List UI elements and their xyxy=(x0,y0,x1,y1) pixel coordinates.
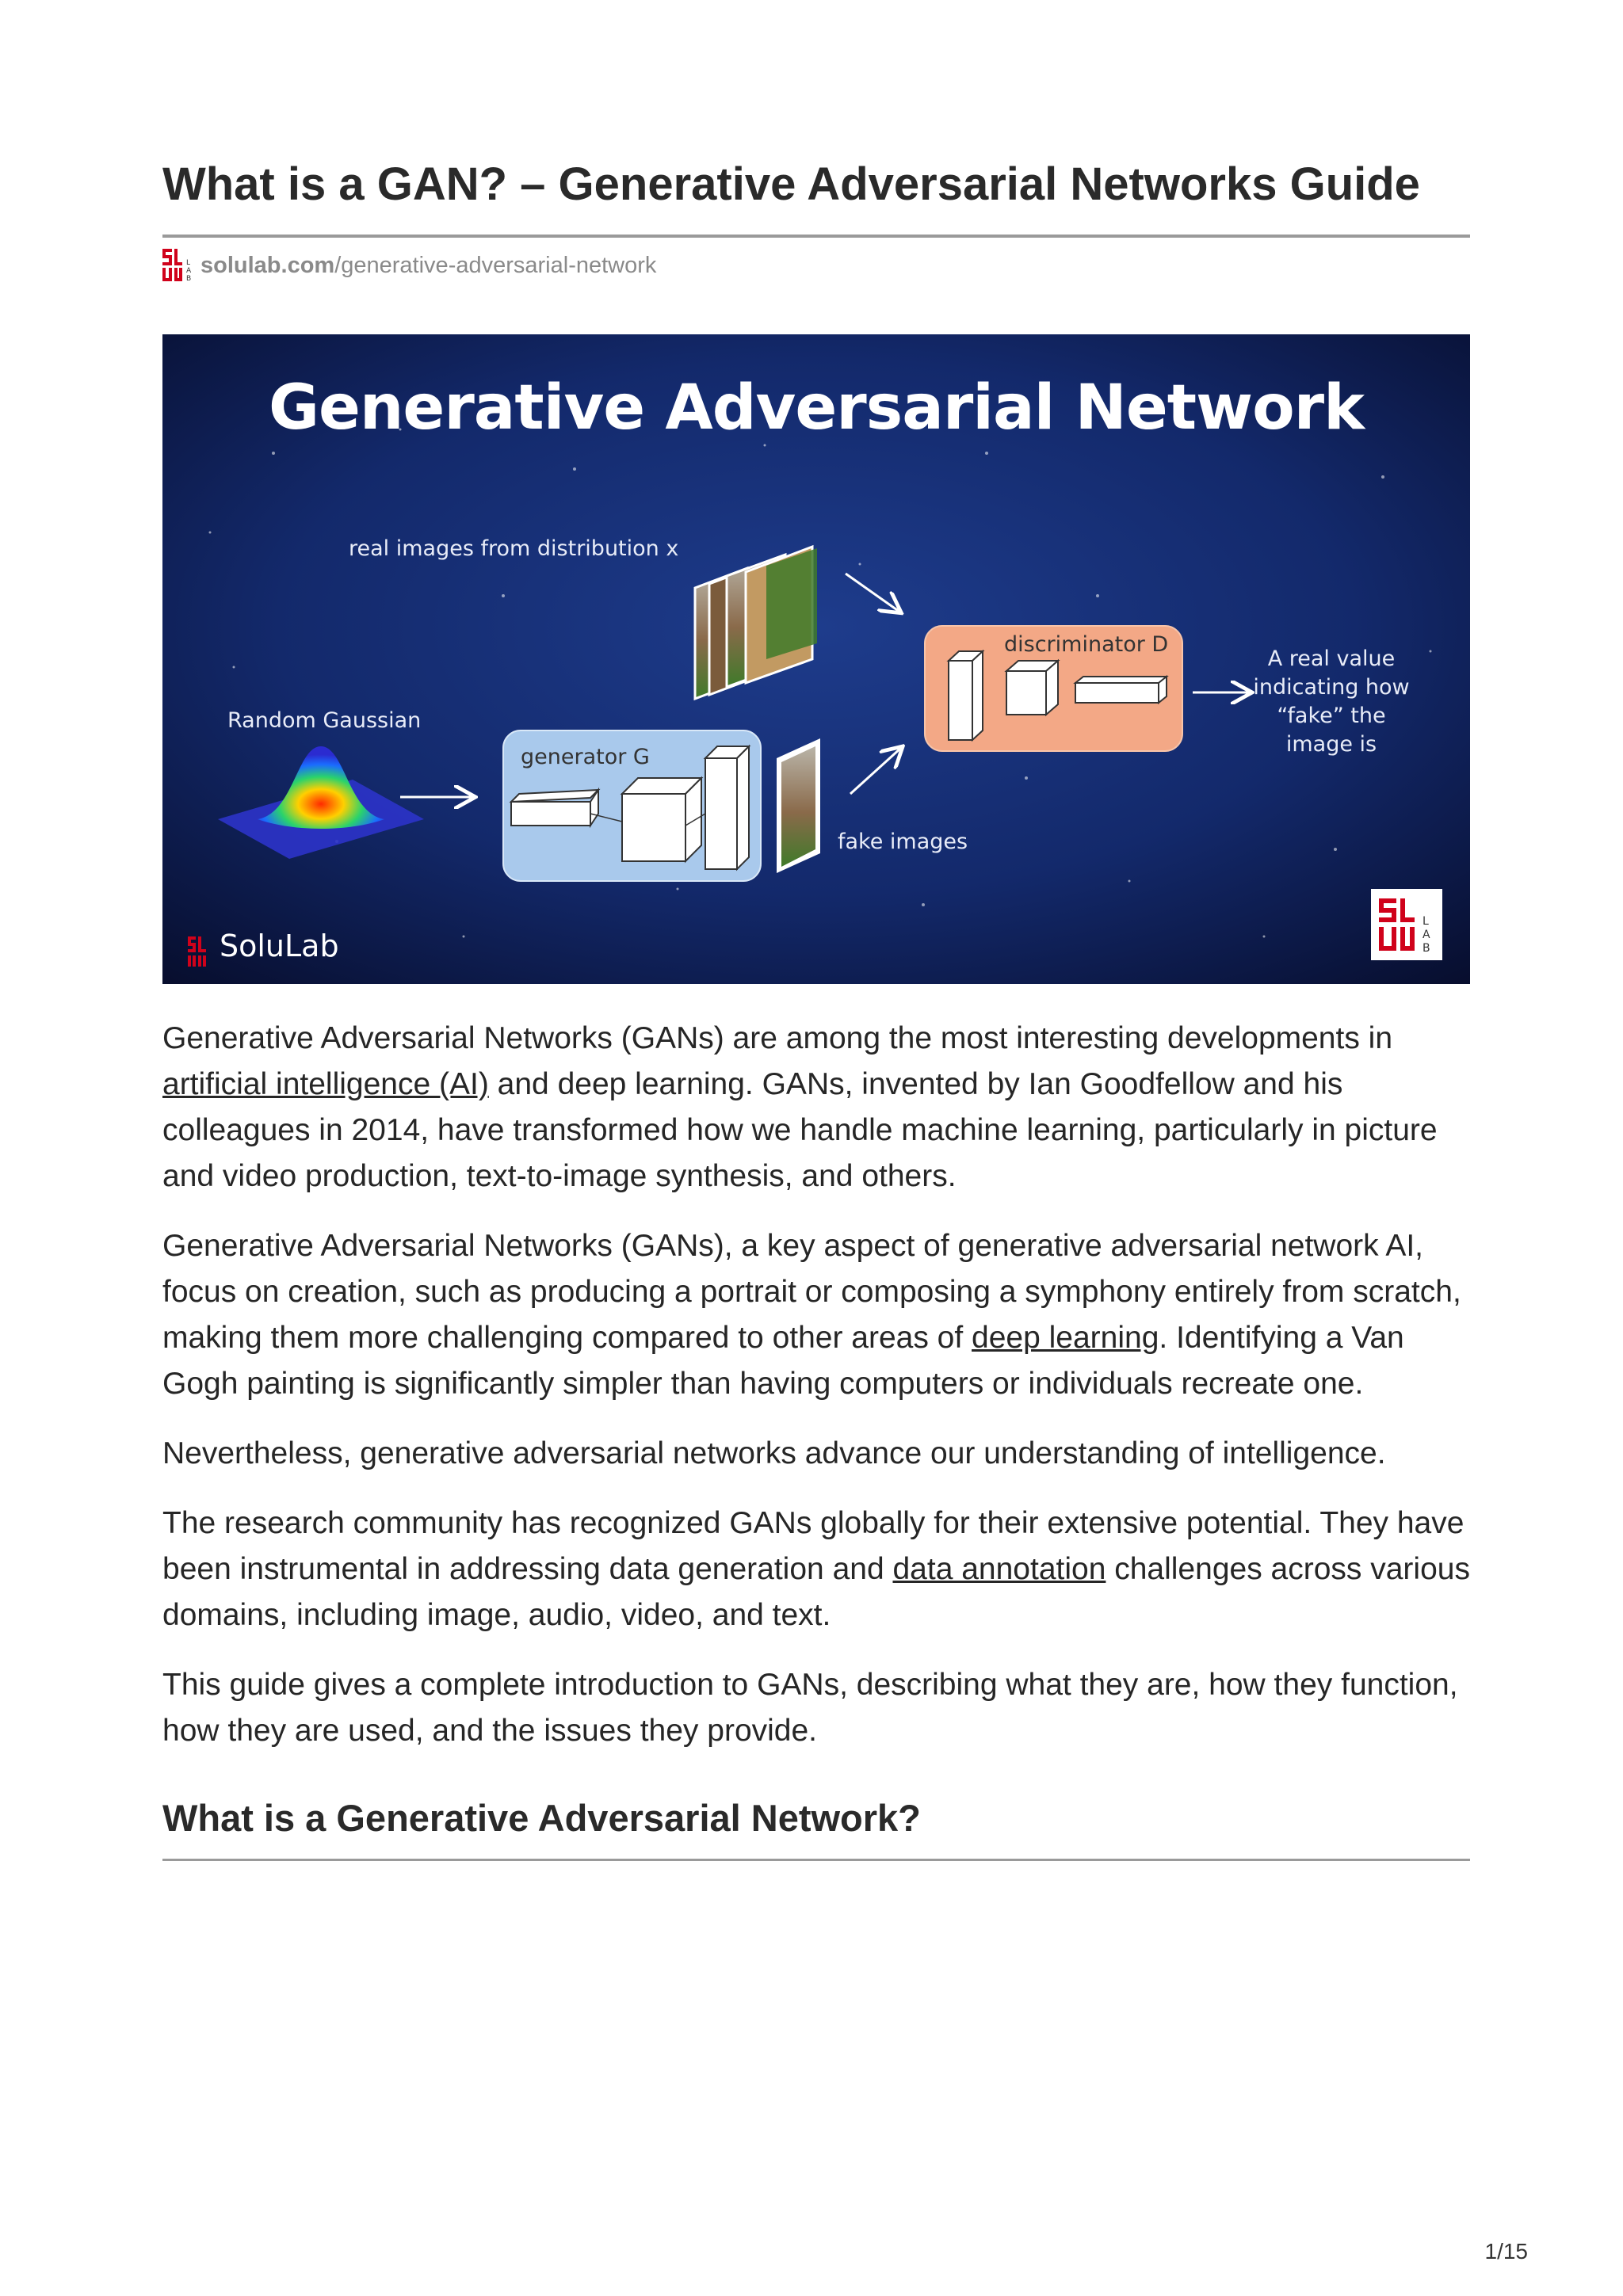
source-domain-link[interactable]: solulab.com xyxy=(200,252,335,278)
svg-text:L: L xyxy=(186,259,191,267)
generator-label: generator G xyxy=(521,745,650,769)
article-body xyxy=(162,1016,1470,1754)
page-number: 1/15 xyxy=(1484,2239,1528,2264)
solulab-brand-text: SoluLab xyxy=(220,929,339,963)
solulab-logo-icon xyxy=(162,249,193,282)
random-gaussian-label: Random Gaussian xyxy=(227,708,422,733)
fake-images-label: fake images xyxy=(838,830,968,854)
section-heading: What is a Generative Adversarial Network? xyxy=(162,1792,1470,1861)
article xyxy=(162,155,1470,1861)
page-title: What is a GAN? – Generative Adversarial Networks Guide xyxy=(162,155,1470,238)
paragraph: Nevertheless, generative adversarial networks advance our understanding of intelligence. xyxy=(162,1436,1386,1470)
svg-text:B: B xyxy=(186,275,192,282)
data-annotation-link[interactable]: data annotation xyxy=(892,1552,1106,1586)
gan-diagram-image xyxy=(162,334,1470,984)
paragraph: Generative Adversarial Networks (GANs) are among the most interesting developments in artificial intelligence (AI) and deep learning. GANs, invented by Ian Goodfellow and his colleagues in 2014, have transformed how we handle machine learning, particularly in picture and video production, text-to-image synthesis, and others. xyxy=(162,1021,1438,1193)
solulab-badge-icon xyxy=(1371,889,1442,960)
real-images-label: real images from distribution x xyxy=(349,536,679,561)
svg-text:A: A xyxy=(186,267,192,275)
source-path: /generative-adversarial-network xyxy=(334,252,657,278)
svg-text:B: B xyxy=(1423,942,1430,955)
diagram-banner-title: Generative Adversarial Network xyxy=(268,372,1365,444)
paragraph: The research community has recognized GANs globally for their extensive potential. They have been instrumental in addressing data generation and data annotation challenges across various domains, including image, audio, video, and text. xyxy=(162,1506,1470,1632)
svg-text:L: L xyxy=(1423,915,1429,928)
svg-text:A: A xyxy=(1423,929,1430,941)
source-line xyxy=(162,247,1470,284)
deep-learning-link[interactable]: deep learning xyxy=(972,1321,1159,1355)
discriminator-label: discriminator D xyxy=(1004,632,1169,657)
output-value-label: A real value indicating how “fake” the image is xyxy=(1253,646,1410,757)
artificial-intelligence-link[interactable]: artificial intelligence (AI) xyxy=(162,1067,489,1101)
paragraph: Generative Adversarial Networks (GANs), a key aspect of generative adversarial network AI, focus on creation, such as producing a portrait or composing a symphony entirely from scratch, making them more challenging compared to other areas of deep learning. Identifying a Van Gogh painting is significantly simpler than having computers or individuals recreate one. xyxy=(162,1229,1461,1401)
paragraph: This guide gives a complete introduction to GANs, describing what they are, how they function, how they are used, and the issues they provide. xyxy=(162,1668,1458,1748)
